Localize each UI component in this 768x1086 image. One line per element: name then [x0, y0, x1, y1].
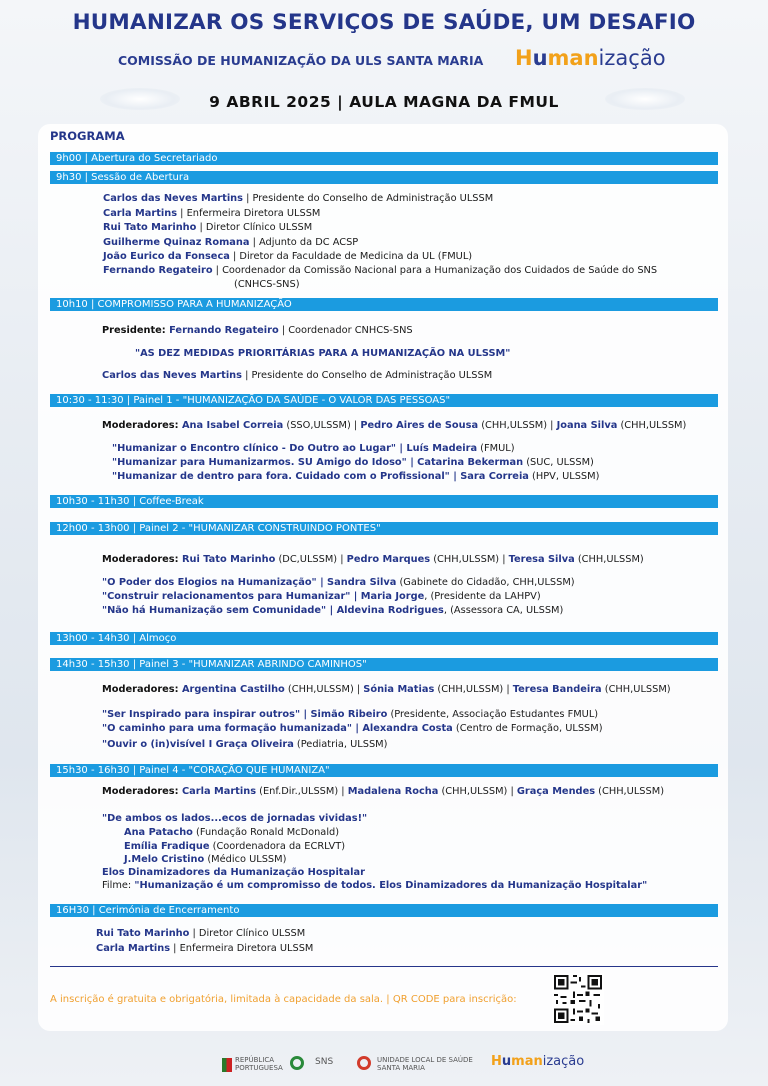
page-title: HUMANIZAR OS SERVIÇOS DE SAÚDE, UM DESAFIO: [72, 10, 696, 35]
talk-line: "O Poder dos Elogios na Humanização" | Sandra Silva (Gabinete do Cidadão, CHH,ULSSM): [102, 577, 575, 588]
talk-title: "De ambos os lados...ecos de jornadas vividas!": [102, 813, 368, 824]
uls-icon: [357, 1056, 371, 1070]
presidente-line: Presidente: Fernando Regateiro | Coordenador CNHCS-SNS: [102, 325, 413, 336]
speaker-line: Carlos das Neves Martins | Presidente do Conselho de Administração ULSSM: [102, 370, 493, 381]
humanizacao-footer-logo: Humanização: [491, 1054, 585, 1069]
list-item: Rui Tato Marinho | Diretor Clínico ULSSM: [96, 928, 306, 939]
talk-line: "Não há Humanização sem Comunidade" | Aldevina Rodrigues, (Assessora CA, ULSSM): [102, 605, 564, 616]
list-item: Rui Tato Marinho | Diretor Clínico ULSSM: [103, 222, 313, 233]
registration-note: A inscrição é gratuita e obrigatória, limitada à capacidade da sala. | QR CODE para inscrição:: [50, 994, 517, 1005]
speaker-line: Ana Patacho (Fundação Ronald McDonald): [124, 827, 340, 838]
schedule-bar-painel-1: 10:30 - 11:30 | Painel 1 - "HUMANIZAÇÃO DA SAÚDE - O VALOR DAS PESSOAS": [50, 394, 718, 407]
schedule-bar-abertura: 9h30 | Sessão de Abertura: [50, 171, 718, 184]
sns-icon: [290, 1056, 304, 1070]
talk-line: "Ser Inspirado para inspirar outros" | Simão Ribeiro (Presidente, Associação Estudantes FMUL): [102, 709, 599, 720]
schedule-bar-coffee-break: 10h30 - 11h30 | Coffee-Break: [50, 495, 718, 508]
talk-title: "AS DEZ MEDIDAS PRIORITÁRIAS PARA A HUMANIZAÇÃO NA ULSSM": [135, 348, 511, 359]
list-item: Carlos das Neves Martins | Presidente do Conselho de Administração ULSSM: [103, 193, 494, 204]
speaker-line: J.Melo Cristino (Médico ULSSM): [124, 854, 287, 865]
humanizacao-logo: Humanização: [515, 46, 666, 70]
schedule-bar-painel-2: 12h00 - 13h00 | Painel 2 - "HUMANIZAR CONSTRUINDO PONTES": [50, 522, 718, 535]
schedule-bar-painel-4: 15h30 - 16h30 | Painel 4 - "CORAÇÃO QUE HUMANIZA": [50, 764, 718, 777]
list-item: Guilherme Quinaz Romana | Adjunto da DC ACSP: [103, 237, 359, 248]
talk-line: "Humanizar para Humanizarmos. SU Amigo do Idoso" | Catarina Bekerman (SUC, ULSSM): [112, 457, 594, 468]
footer-logos: [0, 1052, 768, 1082]
qr-code[interactable]: [552, 973, 604, 1025]
list-item: Fernando Regateiro | Coordenador da Comissão Nacional para a Humanização dos Cuidados de Saúde do SNS: [103, 265, 658, 276]
program-panel: [38, 124, 728, 1031]
talk-line: "Humanizar de dentro para fora. Cuidado com o Profissional" | Sara Correia (HPV, ULSSM): [112, 471, 600, 482]
moderators-line: Moderadores: Ana Isabel Correia (SSO,ULSSM) | Pedro Aires de Sousa (CHH,ULSSM) | Joana Silva (CHH,ULSSM): [102, 420, 687, 431]
list-item-continuation: (CNHCS-SNS): [234, 279, 300, 290]
filme-line: Filme: "Humanização é um compromisso de todos. Elos Dinamizadores da Humanização Hospitalar": [102, 880, 648, 891]
program-label: PROGRAMA: [50, 129, 125, 143]
list-item: Carla Martins | Enfermeira Diretora ULSSM: [96, 943, 314, 954]
schedule-bar-secretariado: 9h00 | Abertura do Secretariado: [50, 152, 718, 165]
speaker-line: Emília Fradique (Coordenadora da ECRLVT): [124, 841, 346, 852]
talk-line: "Construir relacionamentos para Humanizar" | Maria Jorge, (Presidente da LAHPV): [102, 591, 541, 602]
moderators-line: Moderadores: Carla Martins (Enf.Dir.,ULSSM) | Madalena Rocha (CHH,ULSSM) | Graça Mendes (CHH,ULSSM): [102, 786, 665, 797]
republica-flag-icon: [222, 1058, 232, 1072]
event-date: 9 ABRIL 2025 | AULA MAGNA DA FMUL: [209, 93, 559, 111]
schedule-bar-compromisso: 10h10 | COMPROMISSO PARA A HUMANIZAÇÃO: [50, 298, 718, 311]
schedule-bar-painel-3: 14h30 - 15h30 | Painel 3 - "HUMANIZAR ABRINDO CAMINHOS": [50, 658, 718, 671]
republica-portuguesa-logo: REPÚBLICA PORTUGUESA: [235, 1056, 283, 1072]
commission-subtitle: COMISSÃO DE HUMANIZAÇÃO DA ULS SANTA MARIA: [118, 53, 484, 68]
elos-line: Elos Dinamizadores da Humanização Hospitalar: [102, 867, 365, 878]
schedule-bar-almoco: 13h00 - 14h30 | Almoço: [50, 632, 718, 645]
talk-line: "Humanizar o Encontro clínico - Do Outro ao Lugar" | Luís Madeira (FMUL): [112, 443, 515, 454]
talk-line: "Ouvir o (in)visível I Graça Oliveira (Pediatria, ULSSM): [102, 739, 388, 750]
divider: [50, 966, 718, 967]
list-item: Carla Martins | Enfermeira Diretora ULSSM: [103, 208, 321, 219]
sns-logo: SNS: [315, 1057, 334, 1067]
uls-santa-maria-logo: UNIDADE LOCAL DE SAÚDE SANTA MARIA: [377, 1056, 473, 1072]
moderators-line: Moderadores: Argentina Castilho (CHH,ULSSM) | Sónia Matias (CHH,ULSSM) | Teresa Bandeira (CHH,ULSSM): [102, 684, 671, 695]
talk-line: "O caminho para uma formação humanizada" | Alexandra Costa (Centro de Formação, ULSSM): [102, 723, 603, 734]
list-item: João Eurico da Fonseca | Diretor da Faculdade de Medicina da UL (FMUL): [103, 251, 473, 262]
moderators-line: Moderadores: Rui Tato Marinho (DC,ULSSM) | Pedro Marques (CHH,ULSSM) | Teresa Silva (CHH,ULSSM): [102, 554, 644, 565]
schedule-bar-encerramento: 16H30 | Cerimónia de Encerramento: [50, 904, 718, 917]
